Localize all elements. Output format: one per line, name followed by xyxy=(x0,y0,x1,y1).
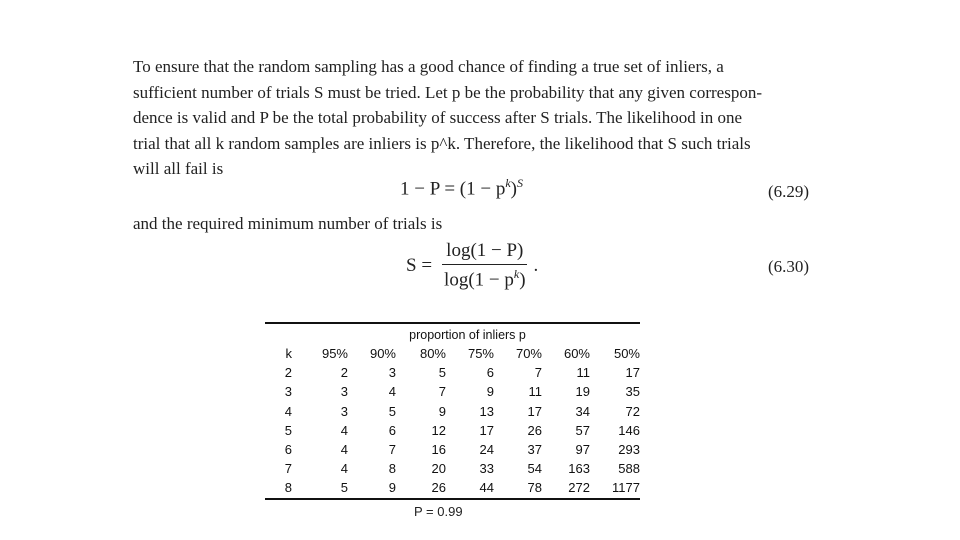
table-cell: 34 xyxy=(575,403,590,419)
table-cell: 146 xyxy=(618,422,640,438)
table-row xyxy=(265,478,640,497)
table-cell: 163 xyxy=(568,461,590,477)
table-cell: 9 xyxy=(438,403,446,419)
table-cell: 1177 xyxy=(612,480,640,496)
table-cell: 72 xyxy=(625,403,640,419)
table-body xyxy=(265,363,640,497)
table-cell: 16 xyxy=(431,441,446,457)
table-cell: 5 xyxy=(340,480,348,496)
eq2-den-main: log(1 − p xyxy=(444,269,514,291)
table-row xyxy=(265,402,640,421)
paragraph-min-trials xyxy=(133,211,815,237)
equation-number-6-30: (6.30) xyxy=(768,257,810,276)
table-cell: 11 xyxy=(528,384,542,400)
table-cell: 20 xyxy=(431,461,446,477)
header-95: 95% xyxy=(321,346,348,361)
table-cell: 5 xyxy=(388,403,396,419)
header-90: 90% xyxy=(369,346,396,361)
table-cell-k: 7 xyxy=(284,461,292,477)
table-cell: 17 xyxy=(625,365,640,381)
header-75: 75% xyxy=(467,346,494,361)
table-cell-k: 2 xyxy=(284,365,292,381)
table-cell: 6 xyxy=(388,422,396,438)
para1-line-1: To ensure that the random sampling has a good chance of finding a true set of inliers, a xyxy=(133,57,724,76)
eq2-lhs: S = xyxy=(406,254,433,276)
table-cell: 97 xyxy=(575,441,590,457)
table-cell: 6 xyxy=(486,365,494,381)
table-cell: 2 xyxy=(340,365,348,381)
para1-line-4: trial that all k random samples are inliers is p^k. Therefore, the likelihood that S such trials xyxy=(133,133,751,153)
header-60: 60% xyxy=(563,346,590,361)
eq1-close: ) xyxy=(510,178,517,200)
table-cell: 37 xyxy=(527,441,542,457)
table-cell: 9 xyxy=(486,384,494,400)
eq2-denominator xyxy=(440,265,529,291)
equation-6-29 xyxy=(400,176,523,200)
table-cell: 17 xyxy=(527,403,542,419)
table-cell: 11 xyxy=(576,365,590,381)
table-cell: 7 xyxy=(534,365,542,381)
table-cell-k: 4 xyxy=(284,403,292,419)
table-cell: 26 xyxy=(527,422,542,438)
table-cell: 24 xyxy=(479,441,494,457)
table-cell: 26 xyxy=(431,480,446,496)
table-cell: 5 xyxy=(438,365,446,381)
table-cell-k: 5 xyxy=(284,422,292,438)
eq2-fraction xyxy=(440,240,529,291)
eq2-trail: . xyxy=(533,254,539,276)
table-cell: 3 xyxy=(340,403,348,419)
table-cell: 9 xyxy=(388,480,396,496)
table-cell-k: 3 xyxy=(284,384,292,400)
table-row xyxy=(265,440,640,459)
equation-6-30 xyxy=(406,240,538,291)
table-cell: 57 xyxy=(575,422,590,438)
table-cell: 4 xyxy=(340,422,348,438)
table-cell: 35 xyxy=(625,384,640,400)
ransac-trials-table xyxy=(265,322,640,500)
table-cell: 19 xyxy=(575,384,590,400)
para1-line-3: dence is valid and P be the total probability of success after S trials. The likelihood in one xyxy=(133,108,743,127)
table-cell: 78 xyxy=(527,480,542,496)
table-cell: 4 xyxy=(388,384,396,400)
table-row xyxy=(265,382,640,401)
header-50: 50% xyxy=(613,346,640,361)
table-row xyxy=(265,421,640,440)
table-cell: 7 xyxy=(438,384,446,400)
eq2-den-close: ) xyxy=(519,269,526,291)
table-cell: 3 xyxy=(388,365,396,381)
table-cell-k: 8 xyxy=(284,480,292,496)
eq2-den-exp: k xyxy=(513,267,520,281)
table-cell: 12 xyxy=(431,422,446,438)
table-cell: 3 xyxy=(340,384,348,400)
table-cell: 7 xyxy=(388,441,396,457)
table-row xyxy=(265,363,640,382)
table-cell: 33 xyxy=(479,461,494,477)
table-cell: 4 xyxy=(340,441,348,457)
table-cell: 8 xyxy=(388,461,396,477)
para2-line: and the required minimum number of trials is xyxy=(133,214,443,233)
table-cell-k: 6 xyxy=(284,441,292,457)
table-cell: 272 xyxy=(568,480,590,496)
para1-line-5: will all fail is xyxy=(133,159,224,178)
table-bottom-rule xyxy=(265,498,640,500)
table-cell: 44 xyxy=(479,480,494,496)
paragraph-ransac-intro xyxy=(133,54,815,182)
table-row xyxy=(265,459,640,478)
eq1-exp-k: k xyxy=(505,176,511,190)
table-cell: 293 xyxy=(618,441,640,457)
table-cell: 13 xyxy=(479,403,494,419)
eq1-lhs: 1 − P = (1 − p xyxy=(400,178,506,200)
table-cell: 4 xyxy=(340,461,348,477)
table-cell: 588 xyxy=(618,461,640,477)
para1-line-2: sufficient number of trials S must be tried. Let p be the probability that any given correspon- xyxy=(133,82,762,102)
table-caption: P = 0.99 xyxy=(414,504,463,519)
eq2-numerator: log(1 − P) xyxy=(442,240,527,265)
table-cell: 54 xyxy=(527,461,542,477)
equation-number-6-29: (6.29) xyxy=(768,182,810,201)
header-80: 80% xyxy=(419,346,446,361)
table-group-header: proportion of inliers p xyxy=(409,328,526,342)
eq1-exp-s: S xyxy=(517,176,523,190)
header-70: 70% xyxy=(515,346,542,361)
header-k: k xyxy=(285,346,292,361)
table-cell: 17 xyxy=(479,422,494,438)
table-header-row xyxy=(265,344,640,363)
